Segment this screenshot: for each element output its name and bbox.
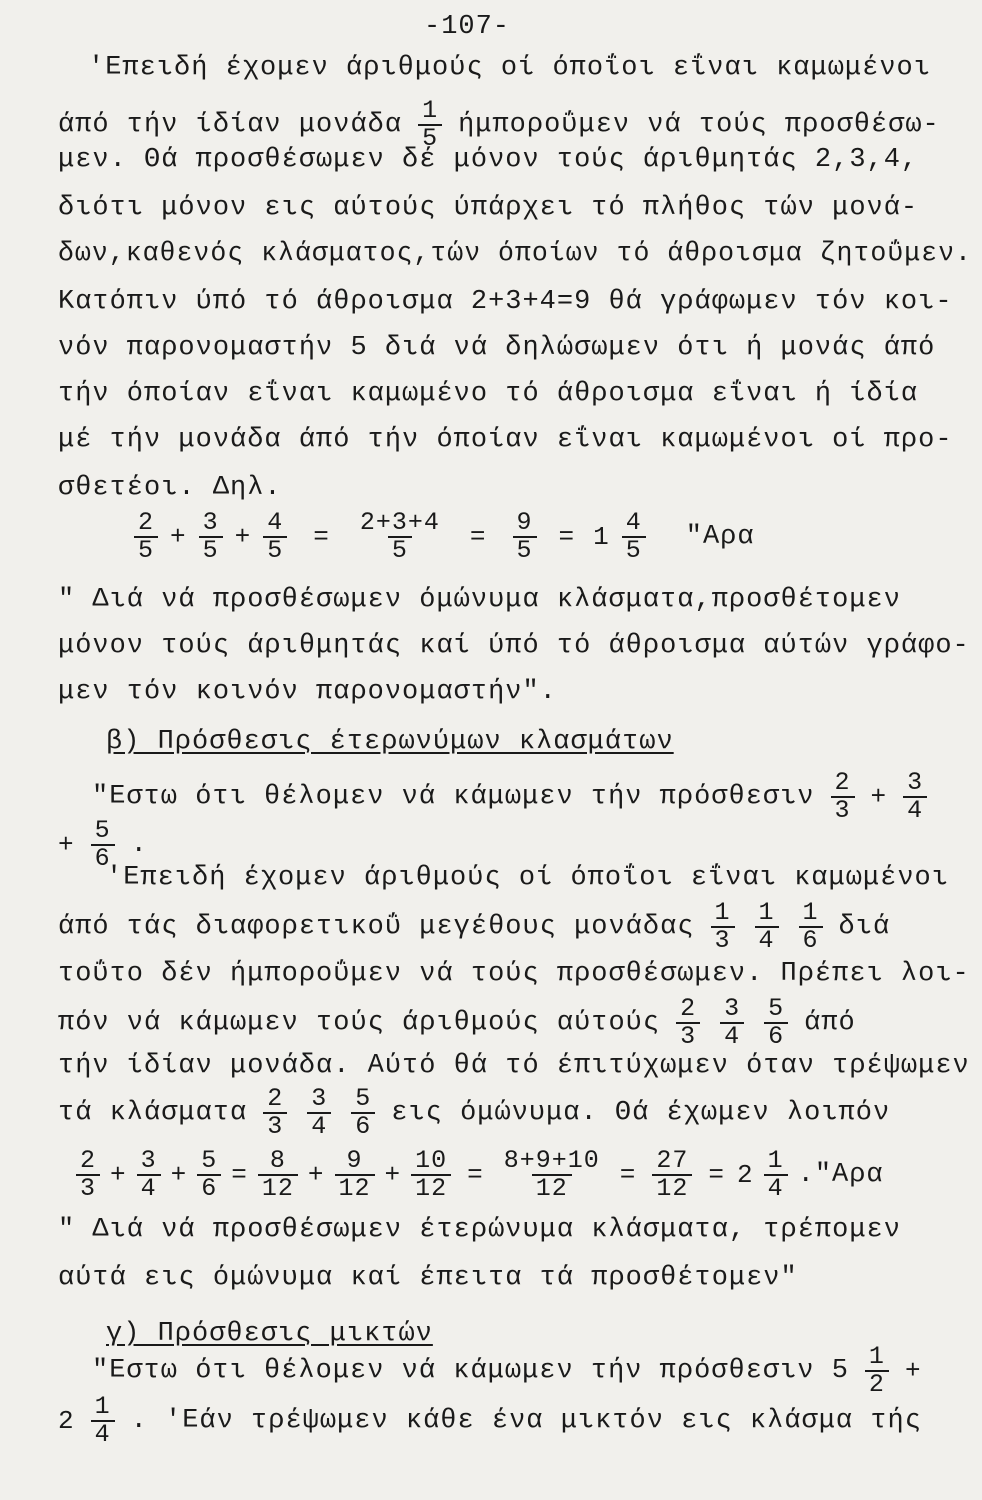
section-heading: β) Πρόσθεσις έτερωνύμων κλασμάτων — [106, 727, 674, 757]
text-line: τήν ίδίαν μονάδα. Αύτό θά τό έπιτύχωμεν όταν τρέψωμεν — [58, 1051, 970, 1081]
fraction: $\frac{2}{3}$ — [676, 996, 700, 1050]
text-line: διότι μόνον εις αύτούς ύπάρχει τό πλήθος τών μονά- — [58, 193, 919, 223]
fraction: $\frac{8}{12}$ — [258, 1148, 298, 1202]
fraction: $\frac{1}{4}$ — [755, 900, 779, 954]
fraction: $\frac{2}{3}$ — [76, 1148, 100, 1202]
text-line: + $\frac{5}{6}$ . — [58, 816, 148, 873]
fraction: $\frac{3}{4}$ — [307, 1086, 331, 1140]
fraction: $\frac{1}{6}$ — [799, 900, 823, 954]
equation-2: $\frac{2}{3}$ + $\frac{3}{4}$ + $\frac{5}{6}$ = $\frac{8}{12}$ + $\frac{9}{12}$ + $\frac{10}{12}$ = $\frac{8+9+10}{12}$ = $\frac{27}{12}$ = 2 $\frac{1}{4}$ ."Αρα — [72, 1148, 884, 1202]
fraction: $\frac{3}{4}$ — [903, 770, 927, 824]
section-heading: γ) Πρόσθεσις μικτών — [106, 1319, 433, 1349]
text-line: Κατόπιν ύπό τό άθροισμα 2+3+4=9 θά γράφωμεν τόν κοι- — [58, 287, 953, 317]
text-line: μέ τήν μονάδα άπό τήν όποίαν εΐναι καμωμένοι οί προ- — [58, 425, 953, 455]
equation-1: $\frac{2}{5}$ + $\frac{3}{5}$ + $\frac{4}{5}$ = $\frac{2+3+4}{5}$ = $\frac{9}{5}$ = 1 $\frac{4}{5}$ "Αρα — [130, 510, 755, 564]
fraction: $\frac{5}{6}$ — [351, 1086, 375, 1140]
fraction: $\frac{4}{5}$ — [263, 510, 287, 564]
text-line: τοΰτο δέν ήμποροΰμεν νά τούς προσθέσωμεν. Πρέπει λοι- — [58, 959, 970, 989]
text-line: νόν παρονομαστήν 5 διά νά δηλώσωμεν ότι ή μονάς άπό — [58, 333, 936, 363]
rule-text: μόνον τούς άριθμητάς καί ύπό τό άθροισμα αύτών γράφο- — [58, 631, 970, 661]
text-line: 'Επειδή έχομεν άριθμούς οί όποΐοι εΐναι καμωμένοι — [106, 863, 949, 893]
fraction: $\frac{1}{5}$ — [418, 98, 442, 152]
text-line: σθετέοι. Δηλ. — [58, 473, 282, 503]
text-line: τήν όποίαν εΐναι καμωμένο τό άθροισμα εΐναι ή ίδία — [58, 379, 919, 409]
fraction: $\frac{5}{6}$ — [197, 1148, 221, 1202]
text-line: άπό τάς διαφορετικοΰ μεγέθους μονάδας $\frac{1}{3}$ $\frac{1}{4}$ $\frac{1}{6}$ διά — [58, 898, 891, 955]
rule-text: μεν τόν κοινόν παρονομαστήν". — [58, 677, 557, 707]
text-line: άπό τήν ίδίαν μονάδα $\frac{1}{5}$ ήμποροΰμεν νά τούς προσθέσω- — [58, 96, 940, 153]
fraction: $\frac{9}{12}$ — [335, 1148, 375, 1202]
fraction: $\frac{5}{6}$ — [764, 996, 788, 1050]
text-line: πόν νά κάμωμεν τούς άριθμούς αύτούς $\frac{2}{3}$ $\frac{3}{4}$ $\frac{5}{6}$ άπό — [58, 994, 856, 1051]
fraction: $\frac{5}{6}$ — [91, 818, 115, 872]
fraction: $\frac{27}{12}$ — [652, 1148, 692, 1202]
fraction: $\frac{10}{12}$ — [411, 1148, 451, 1202]
fraction: $\frac{4}{5}$ — [622, 510, 646, 564]
rule-text: αύτά εις όμώνυμα καί έπειτα τά προσθέτομεν" — [58, 1263, 798, 1293]
fraction: $\frac{1}{3}$ — [711, 900, 735, 954]
fraction: $\frac{2}{5}$ — [134, 510, 158, 564]
text-line: 'Επειδή έχομεν άριθμούς οί όποΐοι εΐναι καμωμένοι — [88, 53, 931, 83]
text-line: 2 $\frac{1}{4}$ . 'Εάν τρέψωμεν κάθε ένα μικτόν εις κλάσμα τής — [58, 1392, 922, 1449]
text-line: "Εστω ότι θέλομεν νά κάμωμεν τήν πρόσθεσιν $\frac{2}{3}$ + $\frac{3}{4}$ — [92, 770, 931, 824]
fraction: $\frac{8+9+10}{12}$ — [503, 1146, 600, 1203]
fraction: $\frac{3}{4}$ — [720, 996, 744, 1050]
rule-text: " Διά νά προσθέσωμεν έτερώνυμα κλάσματα, τρέπομεν — [58, 1215, 901, 1245]
rule-text: " Διά νά προσθέσωμεν όμώνυμα κλάσματα,προσθέτομεν — [58, 585, 901, 615]
text-line: "Εστω ότι θέλομεν νά κάμωμεν τήν πρόσθεσιν 5 $\frac{1}{2}$ + — [92, 1342, 922, 1399]
text-line: μεν. Θά προσθέσωμεν δέ μόνον τούς άριθμητάς 2,3,4, — [58, 145, 919, 175]
fraction: $\frac{1}{4}$ — [764, 1148, 788, 1202]
text-line: δων,καθενός κλάσματος,τών όποίων τό άθροισμα ζητοΰμεν. — [58, 239, 972, 269]
fraction: $\frac{9}{5}$ — [513, 510, 537, 564]
fraction: $\frac{2}{3}$ — [831, 770, 855, 824]
fraction: $\frac{1}{4}$ — [91, 1394, 115, 1448]
fraction: $\frac{2}{3}$ — [263, 1086, 287, 1140]
page-number: -107- — [424, 12, 511, 42]
fraction: $\frac{3}{4}$ — [137, 1148, 161, 1202]
fraction: $\frac{3}{5}$ — [199, 510, 223, 564]
text-line: τά κλάσματα $\frac{2}{3}$ $\frac{3}{4}$ $\frac{5}{6}$ εις όμώνυμα. Θά έχωμεν λοιπόν — [58, 1084, 891, 1141]
fraction: $\frac{1}{2}$ — [865, 1344, 889, 1398]
fraction: $\frac{2+3+4}{5}$ — [359, 508, 440, 565]
